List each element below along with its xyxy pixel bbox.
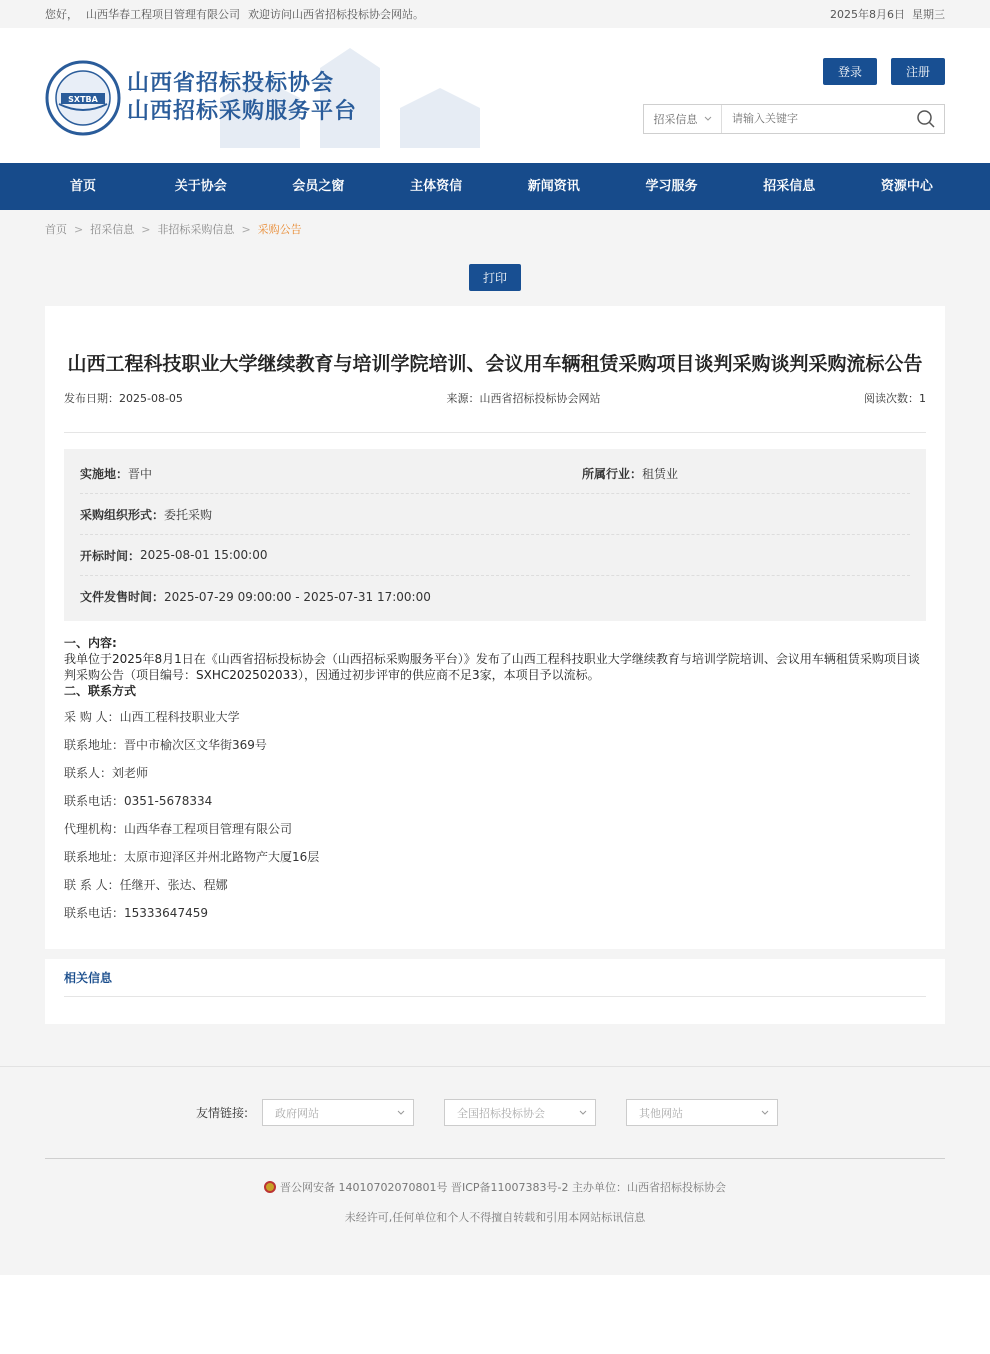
gov-sites-select-label: 政府网站 (275, 1106, 320, 1120)
site-footer (0, 1066, 990, 1236)
contact-line: 联 系 人：任继开、张达、程娜 (64, 878, 228, 892)
other-sites-select[interactable] (626, 1099, 778, 1126)
search-icon (916, 109, 936, 129)
chevron-right-icon: > (74, 222, 84, 236)
breadcrumb-non-tender[interactable]: 非招标采购信息 (157, 223, 235, 236)
contact-line: 代理机构：山西华春工程项目管理有限公司 (64, 822, 293, 836)
info-row (80, 494, 910, 535)
chevron-right-icon: > (141, 222, 151, 236)
search-input[interactable] (722, 105, 908, 133)
print-row (45, 248, 945, 306)
police-badge-icon (264, 1181, 276, 1193)
contact-line: 联系电话：0351-5678334 (64, 794, 213, 808)
main-nav (0, 163, 990, 210)
logo-title: 山西省招标投标协会 (127, 71, 335, 96)
current-date: 2025年8月6日 (830, 8, 905, 21)
publish-date: 发布日期：2025-08-05 (64, 392, 183, 405)
related-info-title: 相关信息 (64, 959, 926, 997)
welcome-message: 欢迎访问山西省招标投标协会网站。 (248, 8, 424, 21)
search-button[interactable] (908, 105, 944, 133)
national-assoc-select-label: 全国招标投标协会 (457, 1106, 546, 1120)
user-company: 山西华春工程项目管理有限公司 (86, 8, 240, 21)
doc-time-value: 2025-07-29 09:00:00 - 2025-07-31 17:00:00 (164, 589, 431, 604)
chevron-down-icon (761, 1110, 769, 1116)
nav-learning[interactable]: 学习服务 (645, 179, 698, 194)
page-bottom-blank (0, 1275, 990, 1354)
chevron-down-icon (704, 116, 712, 122)
org-form-label: 采购组织形式： (80, 507, 165, 522)
article (45, 306, 945, 949)
chevron-down-icon (579, 1110, 587, 1116)
doc-time-label: 文件发售时间： (80, 590, 165, 604)
project-info-panel (64, 449, 926, 621)
site-logo[interactable] (45, 60, 357, 136)
related-info (45, 959, 945, 1024)
nav-about[interactable]: 关于协会 (174, 179, 227, 194)
info-row (80, 576, 910, 617)
nav-procurement[interactable]: 招采信息 (763, 179, 816, 194)
welcome-text (45, 6, 432, 22)
print-button[interactable]: 打印 (469, 264, 521, 291)
contact-line: 联系地址：晋中市榆次区文华街369号 (64, 738, 267, 752)
industry-value: 租赁业 (642, 466, 679, 481)
date-display (830, 6, 945, 22)
copyright (0, 1159, 990, 1233)
nav-resources[interactable]: 资源中心 (880, 179, 933, 194)
top-bar (0, 0, 990, 28)
location-value: 晋中 (128, 466, 153, 481)
contact-line: 联系电话：15333647459 (64, 906, 208, 920)
search-category-label: 招采信息 (653, 113, 698, 126)
open-time-value: 2025-08-01 15:00:00 (140, 548, 268, 562)
article-content (64, 635, 926, 927)
national-assoc-select[interactable] (444, 1099, 596, 1126)
industry-label: 所属行业： (582, 466, 643, 481)
breadcrumb (45, 210, 945, 248)
nav-credit[interactable]: 主体资信 (410, 179, 463, 194)
org-form-value: 委托采购 (164, 507, 213, 522)
auth-buttons (823, 58, 945, 85)
section-heading: 一、内容: (64, 636, 117, 650)
open-time-label: 开标时间： (80, 548, 141, 563)
association-emblem-icon (45, 60, 121, 136)
info-row (80, 453, 910, 494)
record-info[interactable]: 晋公网安备 14010702070801号 晋ICP备11007383号-2 主办单位：山西省招标投标协会 (280, 1181, 726, 1194)
logo-subtitle: 山西招标采购服务平台 (127, 99, 358, 124)
contact-line: 采 购 人：山西工程科技职业大学 (64, 710, 240, 724)
other-sites-select-label: 其他网站 (639, 1106, 684, 1120)
section-heading: 二、联系方式 (64, 684, 137, 698)
greeting: 您好， (45, 8, 78, 21)
search-box (643, 104, 945, 134)
friendly-links (45, 1067, 945, 1159)
logo-badge-text: SXTBA (68, 95, 98, 104)
breadcrumb-current: 采购公告 (257, 223, 302, 236)
friendly-links-label: 友情链接: (195, 1106, 249, 1120)
view-count: 阅读次数：1 (864, 392, 926, 405)
current-weekday: 星期三 (912, 8, 945, 21)
breadcrumb-home[interactable]: 首页 (45, 223, 67, 236)
breadcrumb-procurement[interactable]: 招采信息 (90, 223, 135, 236)
chevron-down-icon (397, 1110, 405, 1116)
contact-line: 联系地址：太原市迎泽区并州北路物产大厦16层 (64, 850, 320, 864)
nav-home[interactable]: 首页 (69, 179, 96, 194)
article-meta (64, 390, 926, 433)
nav-news[interactable]: 新闻资讯 (527, 179, 580, 194)
content-paragraph: 我单位于2025年8月1日在《山西省招标投标协会（山西招标采购服务平台）》发布了山西工程科技职业大学继续教育与培训学院培训、会议用车辆租赁采购项目谈判采购公告（项目编号：SXHC202502033），因通过初步评审的供应商不足3家，本项目予以流标。 (64, 652, 920, 682)
article-source: 来源：山西省招标投标协会网站 (446, 392, 601, 405)
chevron-right-icon: > (241, 222, 251, 236)
search-category-select[interactable] (644, 105, 722, 133)
location-label: 实施地： (80, 466, 129, 481)
contact-list (64, 703, 926, 927)
contact-line: 联系人：刘老师 (64, 766, 149, 780)
info-row (80, 535, 910, 576)
site-header (0, 28, 990, 163)
copyright-notice: 未经许可,任何单位和个人不得擅自转载和引用本网站标讯信息 (344, 1211, 646, 1224)
gov-sites-select[interactable] (262, 1099, 414, 1126)
register-button[interactable]: 注册 (891, 58, 945, 85)
article-title: 山西工程科技职业大学继续教育与培训学院培训、会议用车辆租赁采购项目谈判采购谈判采购流标公告 (67, 353, 923, 375)
login-button[interactable]: 登录 (823, 58, 877, 85)
nav-members[interactable]: 会员之窗 (292, 179, 345, 194)
